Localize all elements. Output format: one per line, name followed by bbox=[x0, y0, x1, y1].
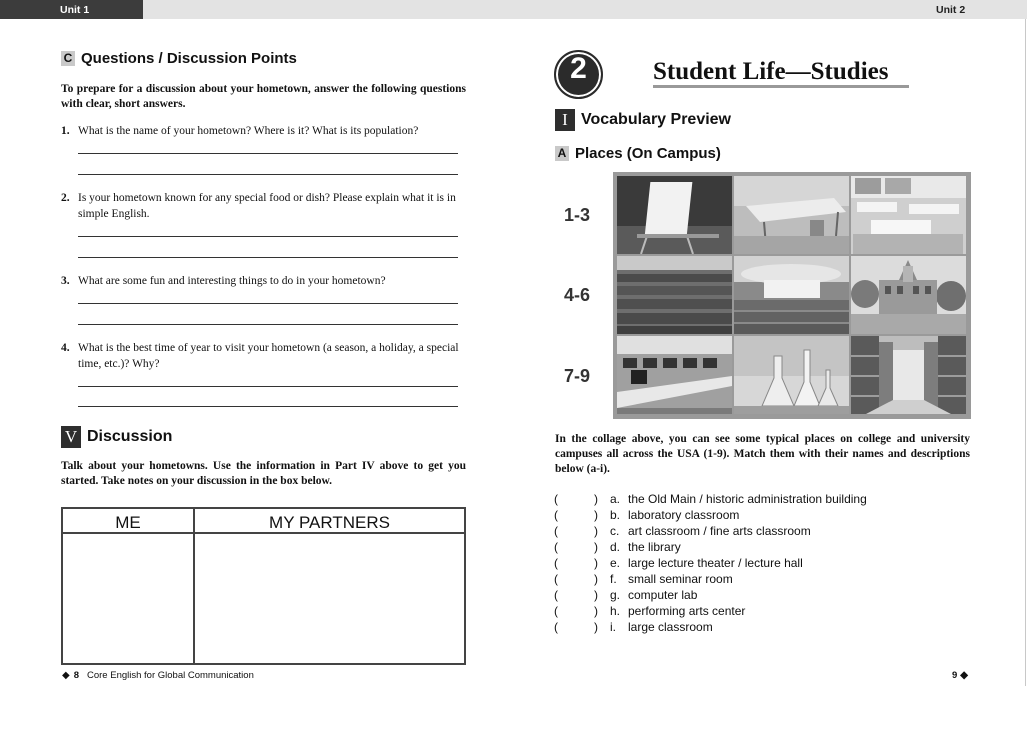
match-item bbox=[554, 620, 974, 636]
answer-blank-close: ) bbox=[594, 588, 598, 602]
question-2 bbox=[61, 190, 466, 222]
match-letter: f. bbox=[610, 572, 617, 586]
page-edge bbox=[1025, 19, 1026, 686]
match-letter: i. bbox=[610, 620, 616, 634]
answer-blank-open[interactable]: ( bbox=[554, 540, 558, 554]
match-item bbox=[554, 524, 974, 540]
column-header-me: ME bbox=[115, 513, 141, 532]
section-a-heading bbox=[555, 145, 721, 162]
section-title: Discussion bbox=[87, 428, 173, 445]
unit-left-label: Unit 1 bbox=[60, 4, 90, 16]
question-number: 1. bbox=[61, 125, 70, 137]
section-c-heading bbox=[61, 50, 297, 67]
section-i-heading bbox=[555, 109, 731, 131]
campus-photo-collage bbox=[613, 172, 971, 419]
answer-blank-close: ) bbox=[594, 508, 598, 522]
answer-blank-open[interactable]: ( bbox=[554, 572, 558, 586]
answer-blank-open[interactable]: ( bbox=[554, 508, 558, 522]
photo-laboratory bbox=[734, 336, 849, 414]
answer-blank-open[interactable]: ( bbox=[554, 588, 558, 602]
answer-blank-open[interactable]: ( bbox=[554, 492, 558, 506]
match-item bbox=[554, 588, 974, 604]
photo-computer-lab bbox=[617, 336, 732, 414]
section-title: Vocabulary Preview bbox=[581, 111, 731, 128]
match-text: the library bbox=[628, 540, 681, 554]
photo-large-classroom bbox=[851, 176, 966, 254]
match-item bbox=[554, 556, 974, 572]
section-letter: A bbox=[555, 146, 569, 161]
matching-instructions: In the collage above, you can see some typical places on college and university campuses all across the USA (1-9). Match them with their names and descriptions below (a-i). bbox=[555, 433, 970, 475]
match-letter: b. bbox=[610, 508, 621, 522]
question-text: What are some fun and interesting things to do in your hometown? bbox=[78, 275, 386, 287]
section-roman: V bbox=[61, 426, 81, 448]
me-notes-cell[interactable] bbox=[63, 536, 193, 663]
match-text: performing arts center bbox=[628, 604, 746, 618]
column-header-partners: MY PARTNERS bbox=[269, 513, 390, 532]
row-label-4-6: 4-6 bbox=[564, 285, 591, 305]
match-item bbox=[554, 492, 974, 508]
title-underline bbox=[653, 85, 909, 88]
left-footer bbox=[62, 670, 254, 681]
match-item bbox=[554, 540, 974, 556]
unit-number-badge bbox=[554, 50, 603, 99]
answer-line[interactable] bbox=[78, 153, 458, 154]
match-letter: c. bbox=[610, 524, 620, 538]
match-letter: g. bbox=[610, 588, 621, 602]
unit-number: 2 bbox=[570, 52, 587, 85]
match-letter: d. bbox=[610, 540, 621, 554]
match-item bbox=[554, 572, 974, 588]
match-letter: a. bbox=[610, 492, 621, 506]
section-letter: C bbox=[61, 51, 75, 66]
answer-blank-close: ) bbox=[594, 492, 598, 506]
notes-table bbox=[61, 507, 466, 665]
photo-seminar-room bbox=[734, 176, 849, 254]
row-label-1-3: 1-3 bbox=[564, 205, 591, 225]
section-title: Questions / Discussion Points bbox=[81, 50, 297, 67]
photo-performing-arts bbox=[734, 256, 849, 334]
question-number: 4. bbox=[61, 342, 70, 354]
match-letter: e. bbox=[610, 556, 621, 570]
photo-art-classroom bbox=[617, 176, 732, 254]
question-number: 3. bbox=[61, 275, 70, 287]
match-text: large lecture theater / lecture hall bbox=[628, 556, 803, 570]
section-title: Places (On Campus) bbox=[575, 145, 721, 162]
partners-notes-cell[interactable] bbox=[195, 536, 464, 663]
match-text: computer lab bbox=[628, 588, 698, 602]
question-1 bbox=[61, 123, 466, 139]
diamond-icon: ◆ bbox=[960, 670, 968, 681]
question-text: Is your hometown known for any special food or dish? Please explain what it is in simple English. bbox=[78, 192, 456, 220]
unit-title: Student Life—Studies bbox=[653, 58, 889, 85]
page-number: 9 bbox=[952, 670, 958, 681]
match-item bbox=[554, 508, 974, 524]
answer-blank-open[interactable]: ( bbox=[554, 604, 558, 618]
answer-line[interactable] bbox=[78, 236, 458, 237]
answer-line[interactable] bbox=[78, 303, 458, 304]
match-text: art classroom / fine arts classroom bbox=[628, 524, 811, 538]
match-text: large classroom bbox=[628, 620, 713, 634]
answer-blank-close: ) bbox=[594, 524, 598, 538]
match-text: small seminar room bbox=[628, 572, 733, 586]
questions-intro: To prepare for a discussion about your hometown, answer the following questions with clear, short answers. bbox=[61, 83, 466, 110]
match-letter: h. bbox=[610, 604, 621, 618]
diamond-icon: ◆ bbox=[62, 670, 70, 681]
answer-blank-close: ) bbox=[594, 540, 598, 554]
page-number: 8 bbox=[73, 670, 79, 681]
answer-line[interactable] bbox=[78, 257, 458, 258]
answer-line[interactable] bbox=[78, 174, 458, 175]
right-footer bbox=[952, 670, 968, 681]
answer-blank-open[interactable]: ( bbox=[554, 556, 558, 570]
row-label-7-9: 7-9 bbox=[564, 366, 591, 386]
question-4 bbox=[61, 340, 466, 372]
header-bar bbox=[0, 0, 1027, 19]
answer-blank-close: ) bbox=[594, 556, 598, 570]
question-text: What is the name of your hometown? Where is it? What is its population? bbox=[78, 125, 419, 137]
answer-line[interactable] bbox=[78, 324, 458, 325]
answer-blank-close: ) bbox=[594, 604, 598, 618]
answer-blank-open[interactable]: ( bbox=[554, 524, 558, 538]
book-title: Core English for Global Communication bbox=[87, 670, 254, 681]
answer-blank-close: ) bbox=[594, 620, 598, 634]
question-text: What is the best time of year to visit your hometown (a season, a holiday, a special time, etc.)? Why? bbox=[78, 342, 459, 370]
photo-old-main bbox=[851, 256, 966, 334]
question-number: 2. bbox=[61, 192, 70, 204]
section-v-heading bbox=[61, 426, 172, 448]
photo-library bbox=[851, 336, 966, 414]
match-text: the Old Main / historic administration building bbox=[628, 492, 867, 506]
question-3 bbox=[61, 273, 466, 289]
answer-blank-close: ) bbox=[594, 572, 598, 586]
match-item bbox=[554, 604, 974, 620]
unit-right-label: Unit 2 bbox=[936, 4, 966, 16]
answer-blank-open[interactable]: ( bbox=[554, 620, 558, 634]
match-text: laboratory classroom bbox=[628, 508, 740, 522]
discussion-intro: Talk about your hometowns. Use the information in Part IV above to get you started. Take notes on your discussion in the box below. bbox=[61, 460, 466, 487]
answer-line[interactable] bbox=[78, 386, 458, 387]
answer-line[interactable] bbox=[78, 406, 458, 407]
section-roman: I bbox=[555, 109, 575, 131]
photo-lecture-hall bbox=[617, 256, 732, 334]
